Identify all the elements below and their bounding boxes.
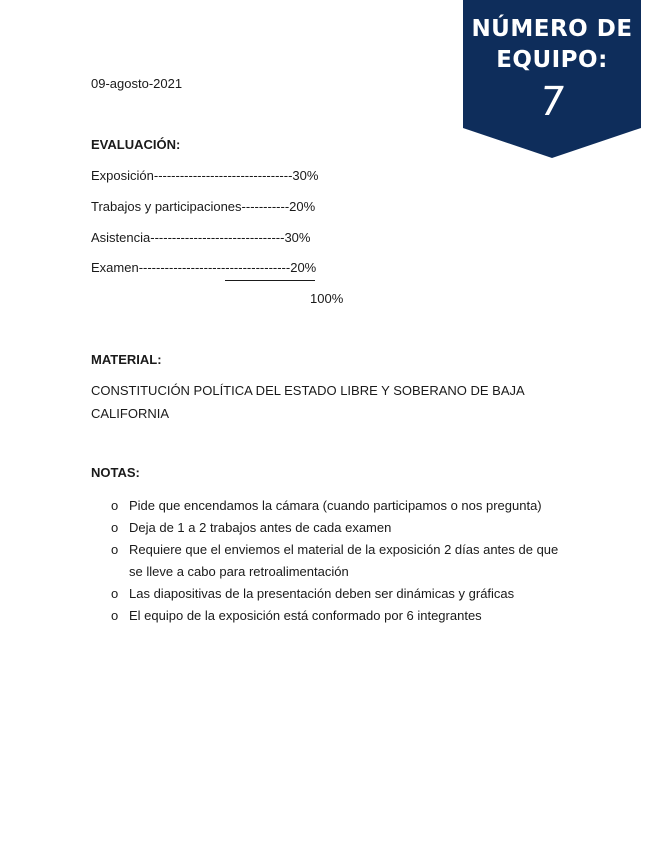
note-text: Pide que encendamos la cámara (cuando participamos o nos pregunta): [129, 498, 542, 513]
list-item: [91, 605, 571, 627]
notes-heading: NOTAS:: [91, 465, 140, 480]
list-item: [91, 583, 571, 605]
evaluation-item-asistencia: Asistencia-------------------------------30%: [91, 230, 311, 245]
evaluation-item-exposicion: Exposición--------------------------------30%: [91, 168, 319, 183]
material-line-2: CALIFORNIA: [91, 406, 170, 421]
list-item: [91, 495, 571, 517]
notes-list: [91, 495, 571, 627]
bullet-icon: o: [111, 498, 119, 513]
note-text: Las diapositivas de la presentación deben ser dinámicas y gráficas: [129, 586, 515, 601]
total-divider: [225, 280, 315, 281]
document-date: 09-agosto-2021: [91, 76, 183, 91]
evaluation-total: 100%: [310, 291, 344, 306]
evaluation-item-trabajos: Trabajos y participaciones-----------20%: [91, 199, 316, 214]
evaluation-item-examen: Examen-----------------------------------20%: [91, 260, 317, 275]
note-text: Deja de 1 a 2 trabajos antes de cada examen: [129, 520, 392, 535]
banner-line-2: EQUIPO:: [496, 47, 608, 73]
note-text: El equipo de la exposición está conformado por 6 integrantes: [129, 608, 482, 623]
list-item: [91, 517, 571, 539]
material-heading: MATERIAL:: [91, 352, 162, 367]
banner-title: [463, 14, 641, 76]
bullet-icon: o: [111, 608, 119, 623]
bullet-icon: o: [111, 520, 119, 535]
evaluation-heading: EVALUACIÓN:: [91, 137, 181, 152]
team-banner: [463, 0, 641, 158]
bullet-icon: o: [111, 542, 119, 557]
team-number: 7: [536, 79, 568, 125]
material-line-1: CONSTITUCIÓN POLÍTICA DEL ESTADO LIBRE Y SOBERANO DE BAJA: [91, 383, 525, 398]
bullet-icon: o: [111, 586, 119, 601]
note-text: Requiere que el enviemos el material de la exposición 2 días antes de que se lleve a cabo para retroalimentación: [129, 542, 559, 579]
list-item: [91, 539, 571, 583]
banner-line-1: NÚMERO DE: [471, 16, 633, 42]
